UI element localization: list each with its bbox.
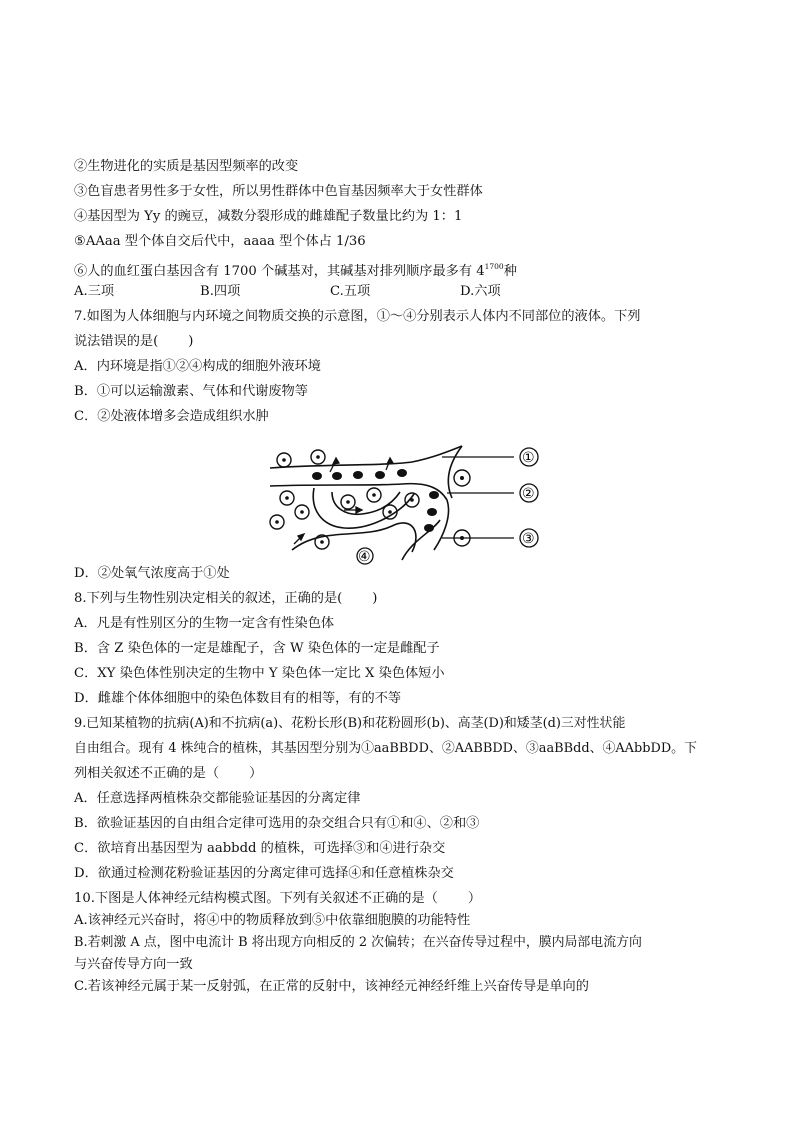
q10-stem-text: 10.下图是人体神经元结构模式图。下列有关叙述不正确的是（	[74, 891, 438, 906]
q7-option-a: A．内环境是指①②④构成的细胞外液环境	[74, 359, 321, 374]
svg-text:②: ②	[522, 486, 535, 502]
figure-label-1	[520, 448, 538, 466]
q6-item-2: ②生物进化的实质是基因型频率的改变	[74, 159, 299, 174]
q7-stem-line1: 7.如图为人体细胞与内环境之间物质交换的示意图，①～④分别表示人体内不同部位的液体。下列	[74, 309, 641, 324]
q6-item-4: ④基因型为 Yy 的豌豆，减数分裂形成的雌雄配子数量比约为 1：1	[74, 209, 463, 224]
q8-option-b: B．含 Z 染色体的一定是雄配子，含 W 染色体的一定是雌配子	[74, 641, 440, 656]
q6-item-6-exponent: 1700	[484, 262, 504, 271]
q9-option-d: D．欲通过检测花粉验证基因的分离定律可选择④和任意植株杂交	[74, 866, 454, 881]
q9-option-b: B．欲验证基因的自由组合定律可选用的杂交组合只有①和④、②和③	[74, 816, 480, 831]
q6-item-6-tail: 种	[503, 264, 517, 279]
q6-item-6-text: ⑥人的血红蛋白基因含有 1700 个碱基对，其碱基对排列顺序最多有 4	[74, 264, 485, 279]
q9-stem-text: 列相关叙述不正确的是（	[74, 766, 220, 781]
q6-option-c: C.五项	[330, 284, 371, 299]
q8-stem-text: 8.下列与生物性别决定相关的叙述，正确的是(	[74, 591, 343, 606]
q7-option-b: B．①可以运输激素、气体和代谢废物等	[74, 384, 308, 399]
q9-stem-line3	[74, 765, 262, 783]
svg-text:④: ④	[358, 549, 371, 565]
q10-stem-close: ）	[467, 891, 482, 906]
q6-option-d: D.六项	[460, 284, 501, 299]
q8-option-c: C．XY 染色体性别决定的生物中 Y 染色体一定比 X 染色体短小	[74, 666, 445, 681]
q6-option-a: A.三项	[74, 284, 115, 299]
q6-item-3: ③色盲患者男性多于女性，所以男性群体中色盲基因频率大于女性群体	[74, 184, 483, 199]
q6-item-5: ⑤AAaa 型个体自交后代中，aaaa 型个体占 1/36	[74, 234, 366, 249]
figure-label-2	[520, 484, 538, 502]
internal-environment-figure	[262, 440, 552, 565]
q9-stem-line2: 自由组合。现有 4 株纯合的植株，其基因型分别为①aaBBDD、②AABBDD、③aaBBdd、④AAbbDD。下	[74, 741, 697, 756]
q9-stem-close: ）	[249, 766, 263, 781]
svg-text:①: ①	[522, 450, 535, 466]
figure-label-4	[357, 548, 373, 565]
q7-stem-close: )	[188, 334, 194, 349]
q9-option-c: C．欲培育出基因型为 aabbdd 的植株，可选择③和④进行杂交	[74, 841, 446, 856]
q10-option-b-line1: B.若刺激 A 点，图中电流计 B 将出现方向相反的 2 次偏转；在兴奋传导过程中，膜内局部电流方向	[74, 935, 642, 950]
q7-stem-text: 说法错误的是(	[74, 334, 159, 349]
q7-option-d: D．②处氧气浓度高于①处	[74, 566, 230, 581]
q7-option-c: C．②处液体增多会造成组织水肿	[74, 409, 269, 424]
q9-stem-line1: 9.已知某植物的抗病(A)和不抗病(a)、花粉长形(B)和花粉圆形(b)、高茎(D)和矮茎(d)三对性状能	[74, 716, 626, 731]
q8-stem	[74, 590, 377, 608]
q10-option-b-line2: 与兴奋传导方向一致	[74, 957, 193, 972]
q9-option-a: A．任意选择两植株杂交都能验证基因的分离定律	[74, 791, 361, 806]
svg-text:③: ③	[522, 531, 535, 547]
q10-option-c: C.若该神经元属于某一反射弧，在正常的反射中，该神经元神经纤维上兴奋传导是单向的	[74, 979, 589, 994]
q6-item-6	[74, 258, 517, 281]
q10-option-a: A.该神经元兴奋时，将④中的物质释放到⑤中依靠细胞膜的功能特性	[74, 913, 471, 928]
q8-stem-close: )	[372, 591, 378, 606]
figure-label-3	[520, 529, 538, 547]
q8-option-d: D．雌雄个体体细胞中的染色体数目有的相等，有的不等	[74, 691, 402, 706]
q8-option-a: A．凡是有性别区分的生物一定含有性染色体	[74, 616, 335, 631]
q6-option-b: B.四项	[200, 284, 241, 299]
q10-stem	[74, 890, 481, 908]
q7-stem-line2	[74, 333, 193, 351]
